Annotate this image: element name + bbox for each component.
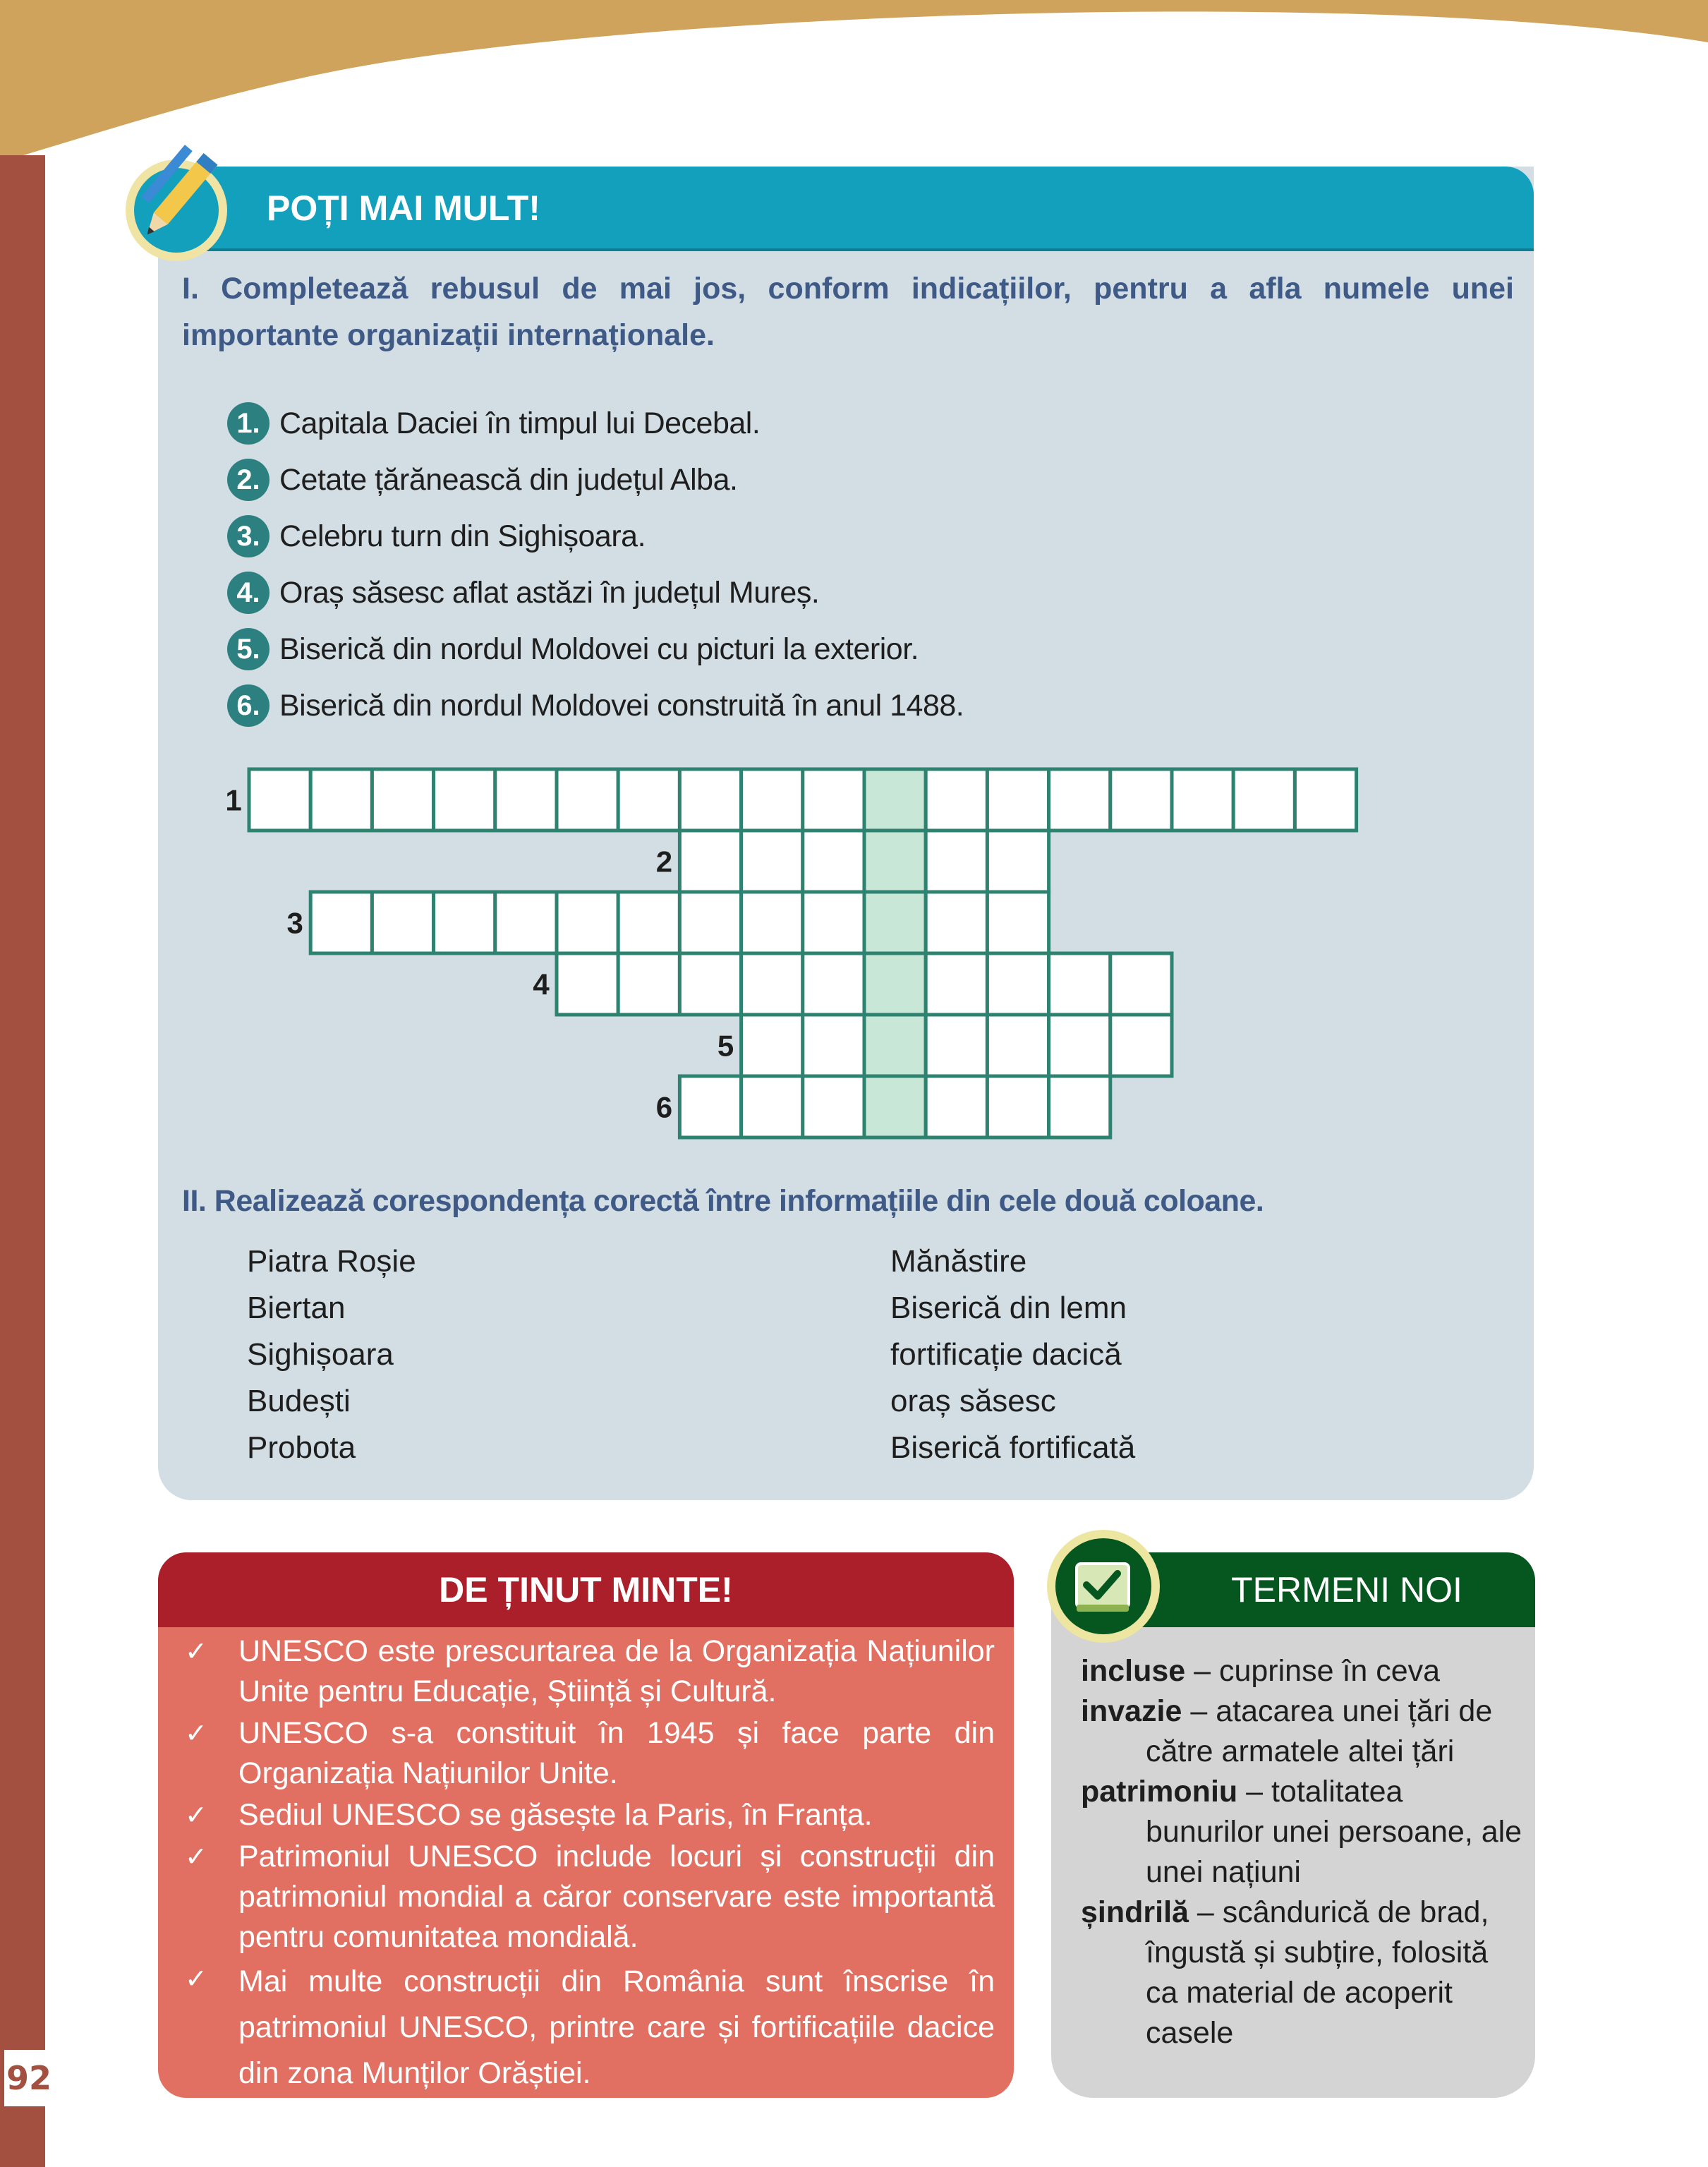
crossword-cell[interactable]: [741, 831, 803, 892]
matching-right-item: Biserică fortificată: [890, 1430, 1136, 1465]
fact-item: [185, 1959, 995, 2096]
crossword-cell[interactable]: [741, 1015, 803, 1076]
matching-right-item: oraș săsesc: [890, 1384, 1056, 1418]
crossword-cell[interactable]: [618, 953, 679, 1015]
crossword-cell[interactable]: [987, 892, 1048, 953]
term-word: invazie: [1081, 1694, 1182, 1728]
crossword-cell[interactable]: [679, 892, 741, 953]
clue-number: 4.: [227, 572, 269, 614]
crossword-cell[interactable]: [803, 1076, 864, 1137]
fact-text: UNESCO s-a constituit în 1945 și face parte din Organizația Națiunilor Unite.: [238, 1716, 995, 1790]
crossword-cell[interactable]: [495, 769, 557, 831]
term-definition: – totalitatea bunurilor unei persoane, ale unei națiuni: [1146, 1775, 1522, 1889]
crossword-cell[interactable]: [1110, 769, 1172, 831]
crossword-row-label: 6: [655, 1090, 673, 1124]
crossword-cell[interactable]: [1110, 953, 1172, 1015]
crossword-cell[interactable]: [926, 892, 987, 953]
fact-text: Patrimoniul UNESCO include locuri și construcții din patrimoniul mondial a căror conservare este importantă pentru comunitatea mondială.: [238, 1840, 995, 1954]
crossword-cell[interactable]: [987, 1076, 1048, 1137]
crossword-cell[interactable]: [1110, 1015, 1172, 1076]
crossword-cell[interactable]: [434, 892, 495, 953]
crossword-cell[interactable]: [1049, 1015, 1110, 1076]
checkbook-icon: [1043, 1526, 1164, 1647]
new-terms-title: TERMENI NOI: [1231, 1570, 1462, 1610]
remember-title: DE ȚINUT MINTE!: [439, 1570, 733, 1610]
fact-item: [185, 1713, 995, 1794]
crossword-cell[interactable]: [741, 769, 803, 831]
matching-left-column: [247, 1238, 416, 1471]
crossword-row-label: 3: [286, 906, 303, 940]
crossword-cell[interactable]: [618, 769, 679, 831]
fact-item: [185, 1837, 995, 1957]
crossword-cell[interactable]: [1049, 769, 1110, 831]
term-definition: – scândurică de brad, îngustă și subțire, folosită ca material de acoperit casele: [1146, 1895, 1489, 2050]
clue-text: Celebru turn din Sighișoara.: [279, 519, 646, 553]
crossword-cell[interactable]: [803, 892, 864, 953]
crossword-cell[interactable]: [557, 892, 618, 953]
crossword-cell[interactable]: [679, 1076, 741, 1137]
left-margin-strip: [0, 155, 45, 2167]
crossword-cell[interactable]: [434, 769, 495, 831]
clue-number: 3.: [227, 515, 269, 557]
term-word: patrimoniu: [1081, 1775, 1238, 1809]
clue-number: 5.: [227, 628, 269, 670]
crossword-row-label: 1: [225, 783, 242, 817]
matching-right-item: Biserică din lemn: [890, 1291, 1127, 1325]
matching-right-item: fortificație dacică: [890, 1337, 1122, 1372]
crossword-cell[interactable]: [987, 831, 1048, 892]
crossword-cell[interactable]: [803, 831, 864, 892]
crossword-cell[interactable]: [926, 953, 987, 1015]
remember-facts: [185, 1631, 995, 2098]
term-word: șindrilă: [1081, 1895, 1189, 1929]
check-icon: ✓: [185, 1963, 207, 1994]
crossword-cell[interactable]: [803, 953, 864, 1015]
crossword-cell[interactable]: [864, 1076, 926, 1137]
check-icon: ✓: [185, 1636, 207, 1667]
crossword-cell[interactable]: [372, 892, 433, 953]
crossword-cell[interactable]: [1233, 769, 1295, 831]
clue-item: [227, 395, 964, 452]
new-terms-list: [1081, 1651, 1525, 2053]
crossword-row-label: 2: [655, 845, 673, 879]
crossword-cell[interactable]: [741, 953, 803, 1015]
term-definition: – atacarea unei țări de către armatele altei țări: [1146, 1694, 1493, 1768]
clue-number: 6.: [227, 684, 269, 727]
crossword-cell[interactable]: [372, 769, 433, 831]
term-item: [1081, 1691, 1525, 1772]
crossword-cell[interactable]: [557, 769, 618, 831]
crossword-cell[interactable]: [864, 1015, 926, 1076]
crossword-cell[interactable]: [679, 831, 741, 892]
crossword-cell[interactable]: [310, 769, 372, 831]
term-definition: – cuprinse în ceva: [1185, 1654, 1441, 1688]
crossword-cell[interactable]: [1049, 1076, 1110, 1137]
clue-text: Biserică din nordul Moldovei cu picturi la exterior.: [279, 632, 919, 666]
clue-text: Capitala Daciei în timpul lui Decebal.: [279, 406, 761, 440]
crossword-cell[interactable]: [803, 1015, 864, 1076]
task-2-instruction: II. Realizează corespondența corectă între informațiile din cele două coloane.: [182, 1184, 1264, 1218]
matching-left-item: Probota: [247, 1430, 356, 1465]
crossword-cell[interactable]: [987, 769, 1048, 831]
fact-item: [185, 1795, 995, 1835]
crossword-row-label: 4: [533, 967, 550, 1001]
clue-list: [227, 395, 964, 734]
clue-text: Cetate țărănească din județul Alba.: [279, 462, 738, 497]
crossword-cell[interactable]: [1049, 953, 1110, 1015]
clue-item: [227, 621, 964, 677]
page-number: 92: [4, 2050, 54, 2106]
crossword-cell[interactable]: [557, 953, 618, 1015]
top-wave-decoration: [0, 0, 1708, 169]
fact-text: Mai multe construcții din România sunt înscrise în patrimoniul UNESCO, printre care și fortificațiile dacice din zona Munților Orăștiei.: [238, 1964, 995, 2090]
remember-header: [158, 1552, 1014, 1627]
crossword-cell[interactable]: [864, 831, 926, 892]
crossword-cell[interactable]: [679, 769, 741, 831]
matching-left-item: Sighișoara: [247, 1337, 394, 1372]
matching-left-item: Budești: [247, 1384, 351, 1418]
matching-right-column: [890, 1238, 1135, 1471]
crossword-cell[interactable]: [864, 953, 926, 1015]
crossword-cell[interactable]: [741, 1076, 803, 1137]
crossword-cell[interactable]: [310, 892, 372, 953]
term-item: [1081, 1893, 1525, 2053]
task-1-instruction: I. Completează rebusul de mai jos, conform indicațiilor, pentru a afla numele unei importante organizații internaționale.: [182, 272, 1514, 352]
matching-left-item: Piatra Roșie: [247, 1244, 416, 1279]
crossword-cell[interactable]: [249, 769, 310, 831]
check-icon: ✓: [185, 1718, 207, 1749]
clue-text: Oraș săsesc aflat astăzi în județul Mureș.: [279, 575, 820, 610]
clue-text: Biserică din nordul Moldovei construită în anul 1488.: [279, 688, 964, 723]
crossword-cell[interactable]: [864, 892, 926, 953]
clue-number: 2.: [227, 459, 269, 501]
crossword-cell[interactable]: [495, 892, 557, 953]
crossword-cell[interactable]: [926, 1076, 987, 1137]
clue-item: [227, 565, 964, 621]
crossword-cell[interactable]: [926, 831, 987, 892]
crossword-cell[interactable]: [1295, 769, 1356, 831]
term-item: [1081, 1772, 1525, 1893]
crossword-cell[interactable]: [987, 953, 1048, 1015]
term-word: incluse: [1081, 1654, 1186, 1688]
crossword-cell[interactable]: [926, 1015, 987, 1076]
crossword-cell[interactable]: [679, 953, 741, 1015]
crossword-cell[interactable]: [741, 892, 803, 953]
new-terms-header: [1116, 1552, 1535, 1627]
crossword-cell[interactable]: [987, 1015, 1048, 1076]
crossword-cell[interactable]: [618, 892, 679, 953]
check-icon: ✓: [185, 1841, 207, 1872]
crossword-row-label: 5: [717, 1029, 734, 1063]
clue-item: [227, 452, 964, 508]
fact-text: Sediul UNESCO se găsește la Paris, în Franța.: [238, 1798, 873, 1832]
clue-item: [227, 677, 964, 734]
crossword-cell[interactable]: [926, 769, 987, 831]
matching-left-item: Biertan: [247, 1291, 346, 1325]
fact-text: UNESCO este prescurtarea de la Organizația Națiunilor Unite pentru Educație, Știință și Cultură.: [238, 1634, 995, 1708]
pencil-icon: [114, 140, 234, 267]
clue-number: 1.: [227, 402, 269, 445]
matching-right-item: Mănăstire: [890, 1244, 1027, 1279]
fact-item: [185, 1631, 995, 1712]
check-icon: ✓: [185, 1799, 207, 1830]
exercise-title: POȚI MAI MULT!: [267, 188, 540, 228]
crossword-cell[interactable]: [803, 769, 864, 831]
term-item: [1081, 1651, 1525, 1691]
crossword-cell[interactable]: [864, 769, 926, 831]
clue-item: [227, 508, 964, 565]
crossword-cell[interactable]: [1172, 769, 1233, 831]
